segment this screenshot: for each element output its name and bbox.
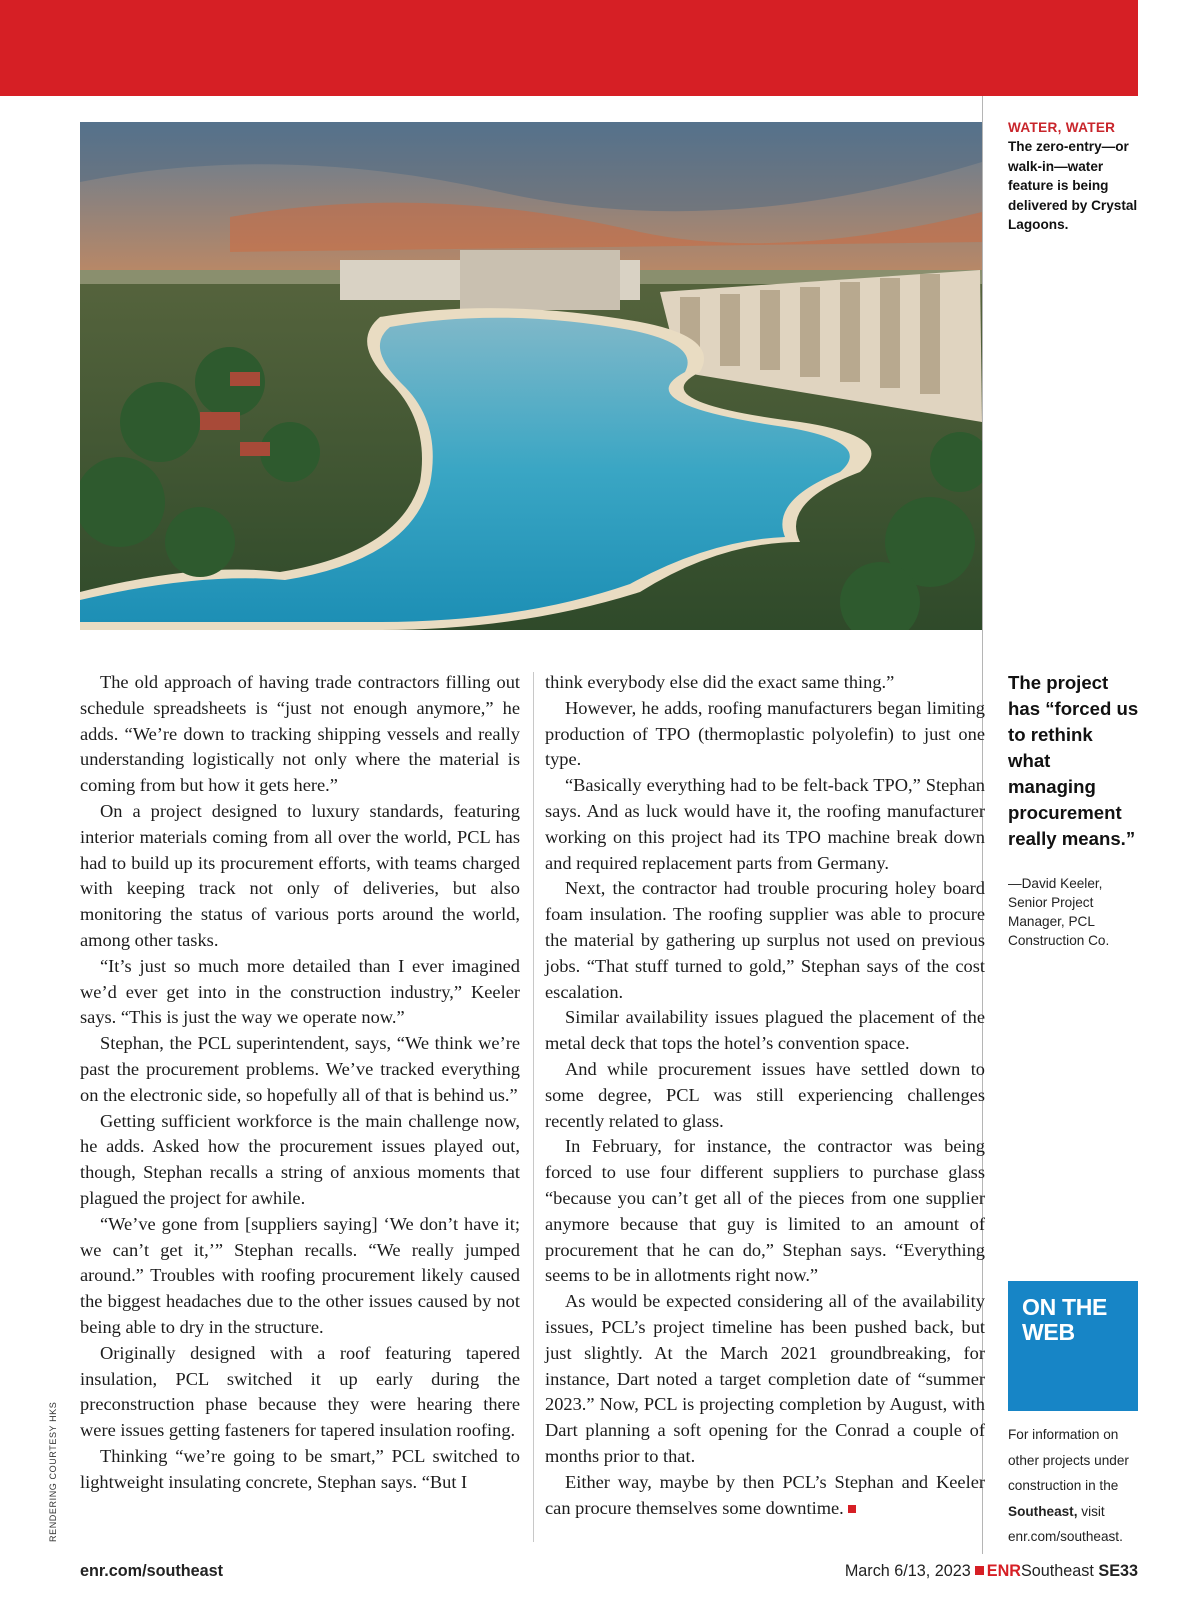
on-the-web-text-after: visit enr.com/southeast.: [1008, 1503, 1123, 1545]
caption-kicker: WATER, WATER: [1008, 120, 1116, 135]
paragraph: Similar availability issues plagued the placement of the metal deck that tops the hotel’s convention space.: [545, 1007, 985, 1054]
article-column-2: [545, 670, 985, 1521]
on-the-web-box: [1008, 1281, 1138, 1411]
footer-section: Southeast: [1020, 1562, 1094, 1580]
last-paragraph-text: Either way, maybe by then PCL’s Stephan and Keeler can procure themselves some downtime.: [545, 1471, 985, 1518]
resort-lagoon-rendering: [80, 122, 982, 630]
end-mark-icon: [848, 1505, 856, 1513]
header-red-bar: [0, 0, 1138, 96]
footer-folio: [845, 1562, 1138, 1581]
last-paragraph: [545, 1470, 985, 1522]
paragraph: “Basically everything had to be felt-back TPO,” Stephan says. And as luck would have it, the roofing manufacturer working on this project had its TPO machine break down and required replacement parts from Germany.: [545, 775, 985, 873]
on-the-web-text-before: For information on other projects under construction in the: [1008, 1427, 1129, 1494]
paragraph: Stephan, the PCL superintendent, says, “We think we’re past the procurement problems. We’ve tracked everything on the electronic side, so hopefully all of that is behind us.”: [80, 1033, 520, 1105]
footer-url: enr.com/southeast: [80, 1562, 224, 1580]
footer-square-icon: [975, 1566, 984, 1575]
paragraph: Originally designed with a roof featuring tapered insulation, PCL switched it up early during the preconstruction phase because they were hearing there were issues getting fasteners for tapered insulation roofing.: [80, 1342, 520, 1441]
paragraph: However, he adds, roofing manufacturers began limiting production of TPO (thermoplastic polyolefin) to just one type.: [545, 697, 985, 770]
caption-text: The zero-entry—or walk-in—water feature is being delivered by Crystal Lagoons.: [1008, 139, 1138, 233]
paragraph: And while procurement issues have settled down to some degree, PCL was still experiencing challenges recently related to glass.: [545, 1058, 985, 1131]
on-the-web-title: ON THE WEB: [1022, 1294, 1108, 1345]
paragraph: Next, the contractor had trouble procuring holey board foam insulation. The roofing supplier was able to procure the material by gathering up surplus not used on previous jobs. “That stuff turned to gold,” Stephan says of the cost escalation.: [545, 878, 985, 1002]
paragraph: “We’ve gone from [suppliers saying] ‘We don’t have it; we can’t get it,’” Stephan recalls. “We really jumped around.” Troubles with roofing procurement likely caused the biggest headaches due to the other issues caused by not being able to dry in the structure.: [80, 1213, 520, 1337]
paragraph: The old approach of having trade contractors filling out schedule spreadsheets is “just not enough anymore,” he adds. “We’re down to tracking shipping vessels and really understanding logistically not only where the material is coming from but how it gets here.”: [80, 672, 520, 796]
paragraph: Getting sufficient workforce is the main challenge now, he adds. Asked how the procurement issues played out, though, Stephan recalls a string of anxious moments that plagued the project for awhile.: [80, 1110, 520, 1208]
paragraph: “It’s just so much more detailed than I ever imagined we’d ever get into in the construction industry,” Keeler says. “This is just the way we operate now.”: [80, 955, 520, 1028]
paragraph: As would be expected considering all of the availability issues, PCL’s project timeline has been pushed back, but just slightly. At the March 2021 groundbreaking, for instance, Dart noted a target completion date of “summer 2023.” Now, PCL is projecting completion by August, with Dart planning a soft opening for the Conrad a couple of months prior to that.: [545, 1291, 985, 1466]
paragraph-continued: think everybody else did the exact same thing.”: [545, 672, 895, 692]
paragraph: In February, for instance, the contractor was being forced to use four different suppliers to purchase glass “because you can’t get all of the pieces from one supplier anymore because that guy is limited to an amount of procurement that he can do,” Stephan says. “Everything seems to be in allotments right now.”: [545, 1136, 985, 1286]
paragraph: Thinking “we’re going to be smart,” PCL switched to lightweight insulating concrete, Stephan says. “But I: [80, 1445, 520, 1492]
footer-page-number: SE33: [1098, 1562, 1138, 1580]
footer-date: March 6/13, 2023: [844, 1562, 971, 1580]
pull-quote-attribution: —David Keeler, Senior Project Manager, PCL Construction Co.: [1008, 876, 1110, 948]
photo-caption: [1008, 118, 1148, 234]
on-the-web-bold: Southeast,: [1008, 1503, 1078, 1519]
paragraph: On a project designed to luxury standards, featuring interior materials coming from all over the world, PCL has had to build up its procurement efforts, with teams charged with keeping track not only of deliveries, but also monitoring the status of various ports around the world, among other tasks.: [80, 800, 520, 950]
pull-quote: The project has “forced us to rethink what managing procurement really means.”: [1008, 672, 1139, 849]
image-credit: RENDERING COURTESY HKS: [48, 1401, 58, 1542]
footer-brand: ENR: [986, 1562, 1021, 1580]
column-divider: [533, 672, 534, 1542]
on-the-web-text: [1008, 1422, 1140, 1550]
article-column-1: [80, 670, 520, 1496]
